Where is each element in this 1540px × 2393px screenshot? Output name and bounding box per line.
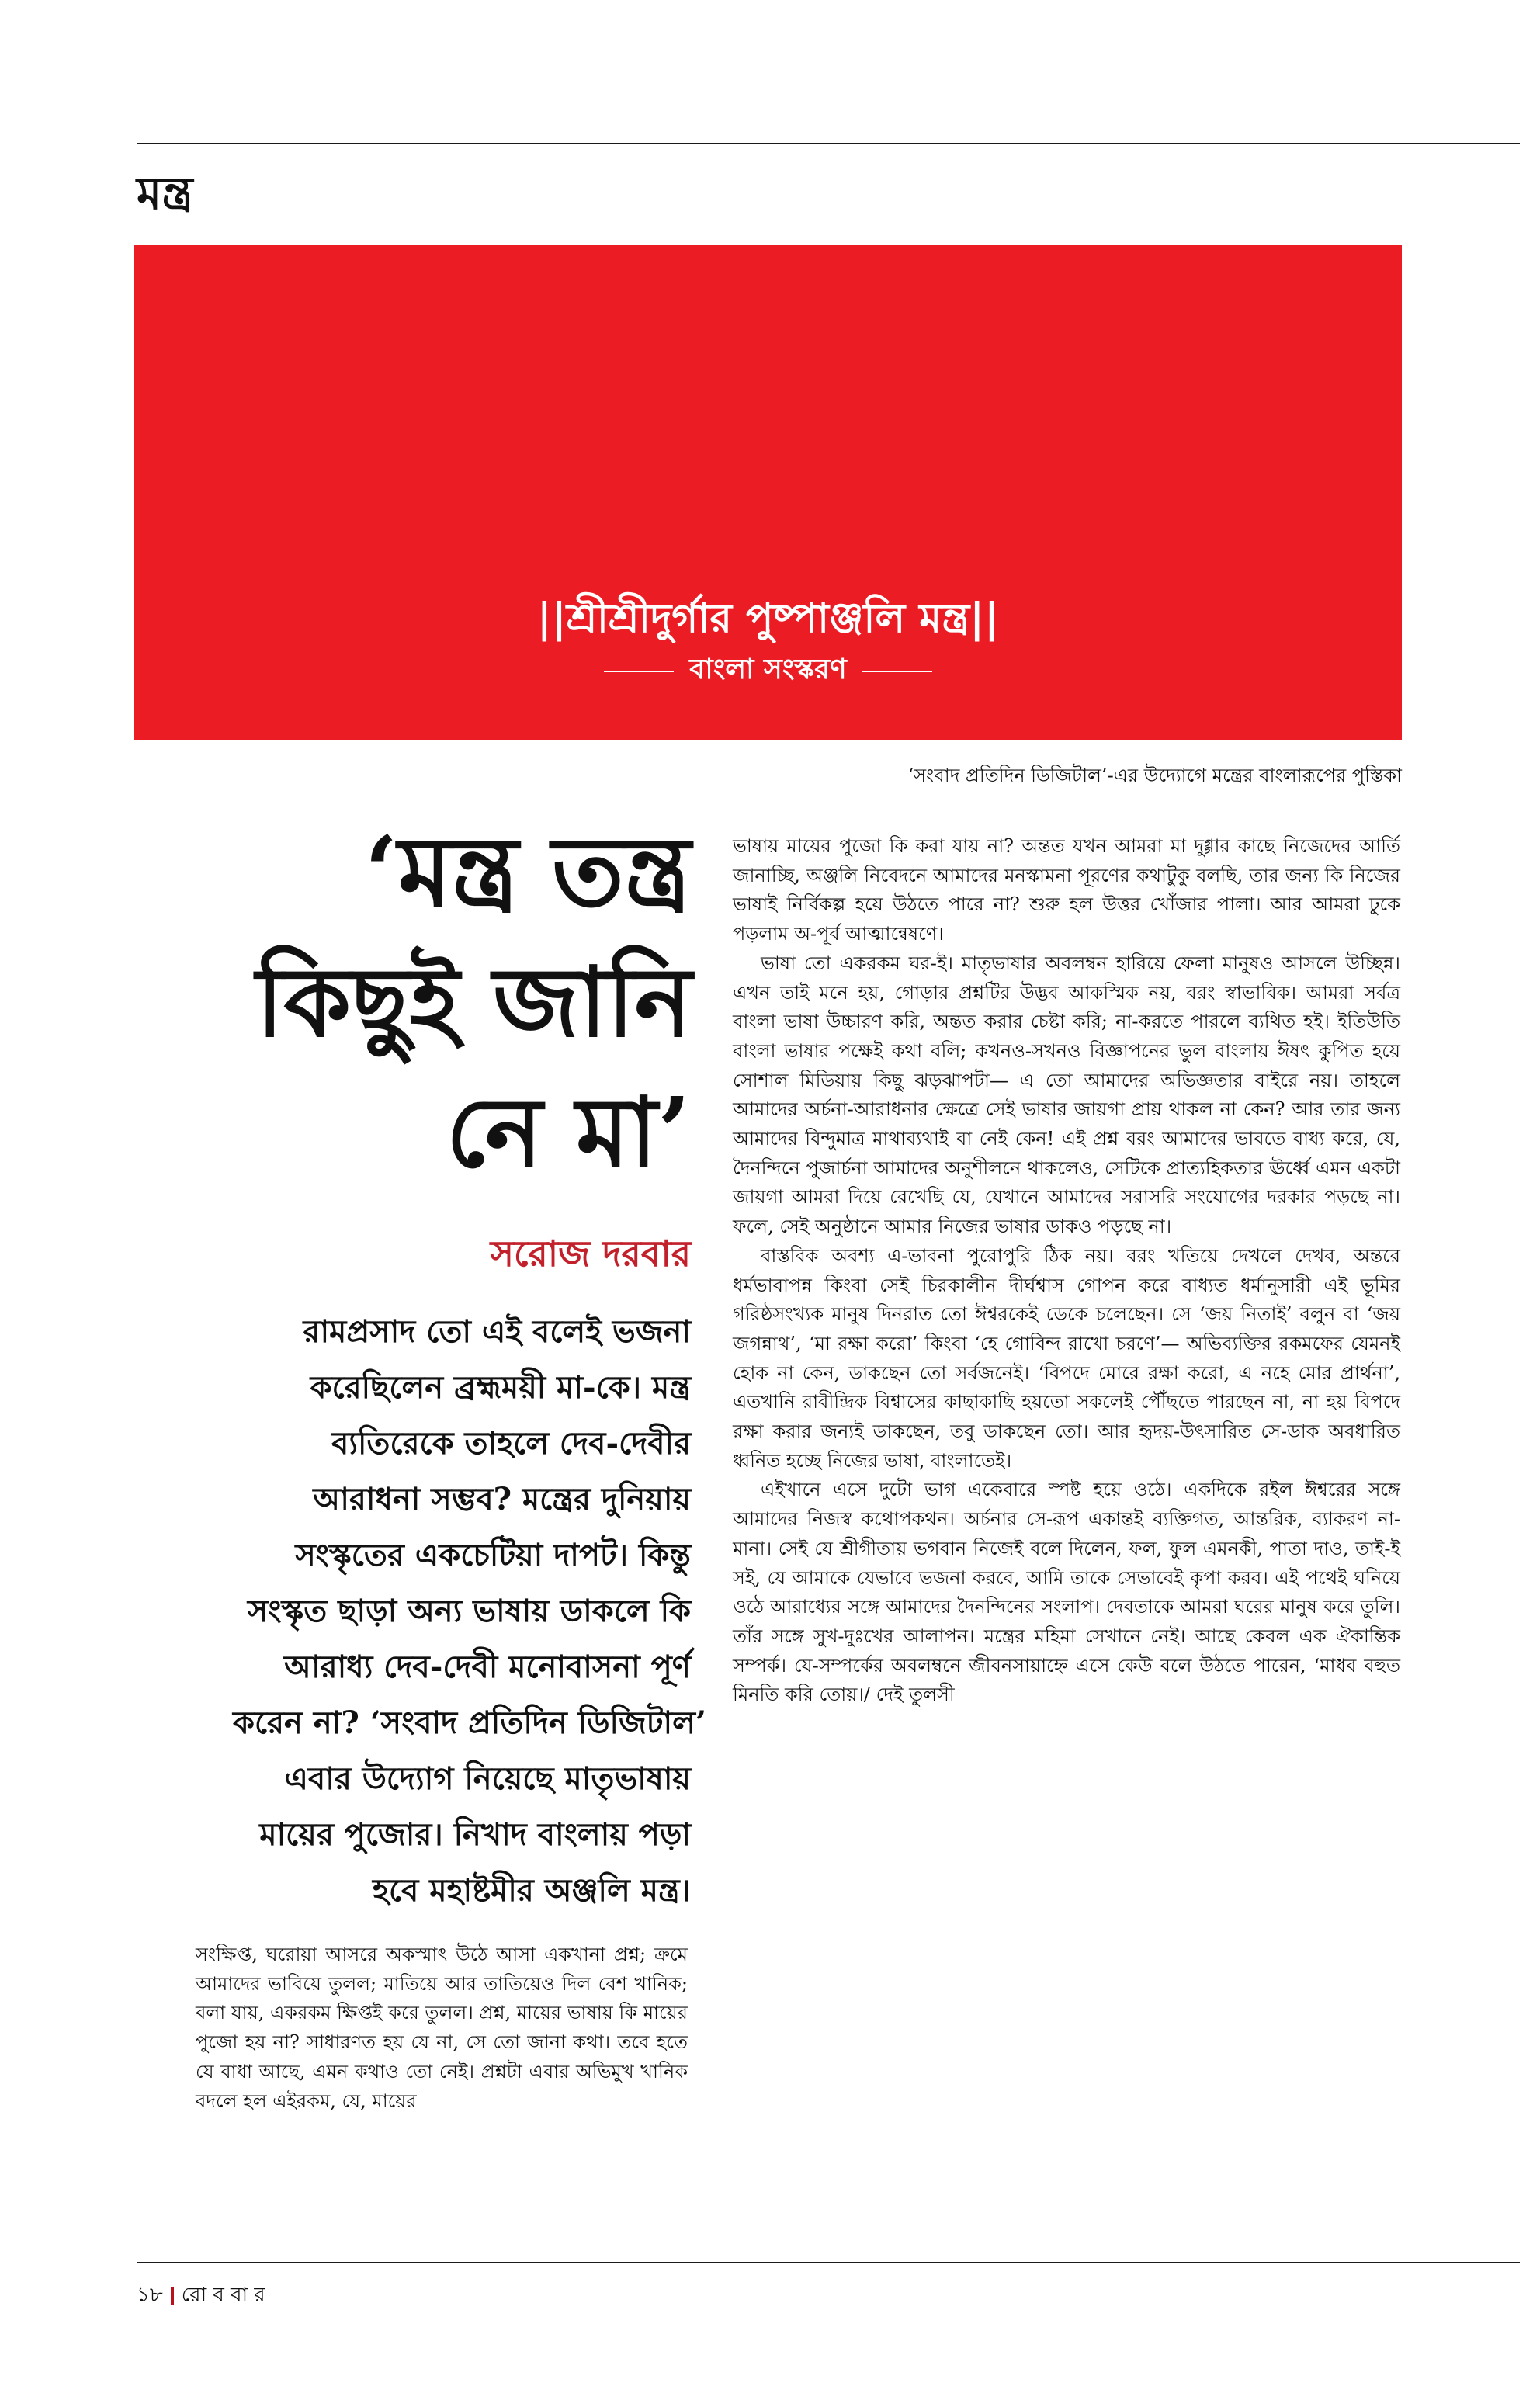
headline-line: ‘মন্ত্র তন্ত্র (364, 816, 691, 928)
standfirst-line: মায়ের পুজোর। নিখাদ বাংলায় পড়া (259, 1816, 691, 1853)
standfirst-line: ব্যতিরেকে তাহলে দেব-দেবীর (331, 1425, 691, 1462)
page-number: ১৮ (137, 2284, 163, 2307)
headline (256, 807, 691, 1198)
top-rule (137, 143, 1520, 144)
standfirst-line: সংস্কৃত ছাড়া অন্য ভাষায় ডাকলে কি (247, 1593, 691, 1629)
subtitle-dash-right (862, 671, 932, 672)
standfirst-line: আরাধনা সম্ভব? মন্ত্রের দুনিয়ায় (313, 1481, 691, 1517)
body-column-left (196, 1940, 688, 2116)
body-paragraph: এইখানে এসে দুটো ভাগ একেবারে স্পষ্ট হয়ে ওঠে। একদিকে রইল ঈশ্বরের সঙ্গে আমাদের নিজস্ব কথোপকথন। অর্চনার সে-রূপ একান্তই ব্যক্তিগত, আন্তরিক, ব্যাকরণ না-মানা। সেই যে শ্রীগীতায় ভগবান নিজেই বলে দিলেন, ফল, ফুল এমনকী, পাতা দাও, তাই-ই সই, যে আমাকে যেভাবে ভজনা করবে, আমি তাকে সেভাবেই কৃপা করব। এই পথেই ঘনিয়ে ওঠে আরাধ্যের সঙ্গে আমাদের দৈনন্দিনের সংলাপ। দেবতাকে আমরা ঘরের মানুষ করে তুলি। তাঁর সঙ্গে সুখ-দুঃখের আলাপন। মন্ত্রের মহিমা সেখানে নেই। আছে কেবল এক ঐকান্তিক সম্পর্ক। যে-সম্পর্কের অবলম্বনে জীবনসায়াহ্নে এসে কেউ বলে উঠতে পারেন, ‘মাধব বহুত মিনতি করি তোয়।/ দেই তুলসী (733, 1479, 1400, 1706)
standfirst-line: রামপ্রসাদ তো এই বলেই ভজনা (303, 1313, 691, 1350)
standfirst-line: সংস্কৃতের একচেটিয়া দাপট। কিন্তু (295, 1537, 691, 1573)
standfirst-line: আরাধ্য দেব-দেবী মনোবাসনা পূর্ণ (284, 1649, 691, 1685)
body-paragraph: ভাষায় মায়ের পুজো কি করা যায় না? অন্তত যখন আমরা মা দুগ্গার কাছে নিজেদের আর্তি জানাচ্ছি, অঞ্জলি নিবেদনে আমাদের মনস্কামনা পূরণের কথাটুকু বলছি, তার জন্য কি নিজের ভাষাই নির্বিকল্প হয়ে উঠতে পারে না? শুরু হল উত্তর খোঁজার পালা। আর আমরা ঢুকে পড়লাম অ-পূর্ব আত্মান্বেষণে। (733, 835, 1400, 945)
body-paragraph: বাস্তবিক অবশ্য এ-ভাবনা পুরোপুরি ঠিক নয়। বরং খতিয়ে দেখলে দেখব, অন্তরে ধর্মভাবাপন্ন কিংবা সেই চিরকালীন দীর্ঘশ্বাস গোপন করে বাধ্যত ধর্মানুসারী এই ভূমির গরিষ্ঠসংখ্যক মানুষ দিনরাত তো ঈশ্বরকেই ডেকে চলেছেন। সে ‘জয় নিতাই’ বলুন বা ‘জয় জগন্নাথ’, ‘মা রক্ষা করো’ কিংবা ‘হে গোবিন্দ রাখো চরণে’— অভিব্যক্তির রকমফের যেমনই হোক না কেন, ডাকছেন তো সর্বজনেই। ‘বিপদে মোরে রক্ষা করো, এ নহে মোর প্রার্থনা’, এতখানি রাবীন্দ্রিক বিশ্বাসের কাছাকাছি হয়তো সকলেই পৌঁছতে পারছেন না, না হয় বিপদে রক্ষা করার জন্যই ডাকছেন, তবু ডাকছেন তো। আর হৃদয়-উৎসারিত সে-ডাক অবধারিত ধ্বনিত হচ্ছে নিজের ভাষা, বাংলাতেই। (733, 1244, 1400, 1472)
headline-line: কিছুই জানি (256, 946, 692, 1059)
banner-image (134, 245, 1402, 740)
standfirst-line: করেছিলেন ব্রহ্মময়ী মা-কে। মন্ত্র (310, 1369, 691, 1406)
author-byline: সরোজ দরবার (490, 1233, 691, 1275)
headline-line: নে মা’ (446, 1077, 691, 1189)
page-footer (137, 2285, 265, 2305)
booklet-subtitle-row (134, 655, 1402, 683)
body-column-right (733, 832, 1400, 1710)
bottom-rule (137, 2262, 1520, 2263)
standfirst (233, 1304, 706, 1919)
body-paragraph: সংক্ষিপ্ত, ঘরোয়া আসরে অকস্মাৎ উঠে আসা একখানা প্রশ্ন; ক্রমে আমাদের ভাবিয়ে তুলল; মাতিয়ে আর তাতিয়েও দিল বেশ খানিক; বলা যায়, একরকম ক্ষিপ্তই করে তুলল। প্রশ্ন, মায়ের ভাষায় কি মায়ের পুজো হয় না? সাধারণত হয় যে না, সে তো জানা কথা। তবে হতে যে বাধা আছে, এমন কথাও তো নেই। প্রশ্নটা এবার অভিমুখ খানিক বদলে হল এইরকম, যে, মায়ের (196, 1944, 688, 2112)
booklet-subtitle: বাংলা সংস্করণ (689, 653, 847, 685)
magazine-name: রো ব বা র (181, 2284, 265, 2307)
booklet-title: ||শ্রীশ্রীদুর্গার পুষ্পাঞ্জলি মন্ত্র|| (536, 595, 1000, 642)
standfirst-line: হবে মহাষ্টমীর অঞ্জলি মন্ত্র। (373, 1872, 691, 1909)
footer-separator (171, 2287, 174, 2305)
standfirst-line: এবার উদ্যোগ নিয়েছে মাতৃভাষায় (284, 1760, 691, 1797)
standfirst-line: করেন না? ‘সংবাদ প্রতিদিন ডিজিটাল’ (233, 1705, 706, 1741)
image-caption: ‘সংবাদ প্রতিদিন ডিজিটাল’-এর উদ্যোগে মন্ত্রের বাংলারূপের পুস্তিকা (907, 765, 1402, 786)
section-label: মন্ত্র (137, 167, 193, 220)
body-paragraph: ভাষা তো একরকম ঘর-ই। মাতৃভাষার অবলম্বন হারিয়ে ফেলা মানুষও আসলে উচ্ছিন্ন। এখন তাই মনে হয়, গোড়ার প্রশ্নটির উদ্ভব আকস্মিক নয়, বরং স্বাভাবিক। আমরা সর্বত্র বাংলা ভাষা উচ্চারণ করি, অন্তত করার চেষ্টা করি; না-করতে পারলে ব্যথিত হই। ইতিউতি বাংলা ভাষার পক্ষেই কথা বলি; কখনও-সখনও বিজ্ঞাপনের ভুল বাংলায় ঈষৎ কুপিত হয়ে সোশাল মিডিয়ায় কিছু ঝড়ঝাপটা— এ তো আমাদের অভিজ্ঞতার বাইরে নয়। তাহলে আমাদের অর্চনা-আরাধনার ক্ষেত্রে সেই ভাষার জায়গা প্রায় থাকল না কেন? আর তার জন্য আমাদের বিন্দুমাত্র মাথাব্যথাই বা নেই কেন! এই প্রশ্ন বরং আমাদের ভাবতে বাধ্য করে, যে, দৈনন্দিনে পুজার্চনা আমাদের অনুশীলনে থাকলেও, সেটিকে প্রাত্যহিকতার ঊর্ধ্বে এমন একটা জায়গা আমরা দিয়ে রেখেছি যে, যেখানে আমাদের সরাসরি সংযোগের দরকার পড়ছে না। ফলে, সেই অনুষ্ঠানে আমার নিজের ভাষার ডাকও পড়ছে না। (733, 952, 1400, 1238)
subtitle-dash-left (604, 671, 674, 672)
